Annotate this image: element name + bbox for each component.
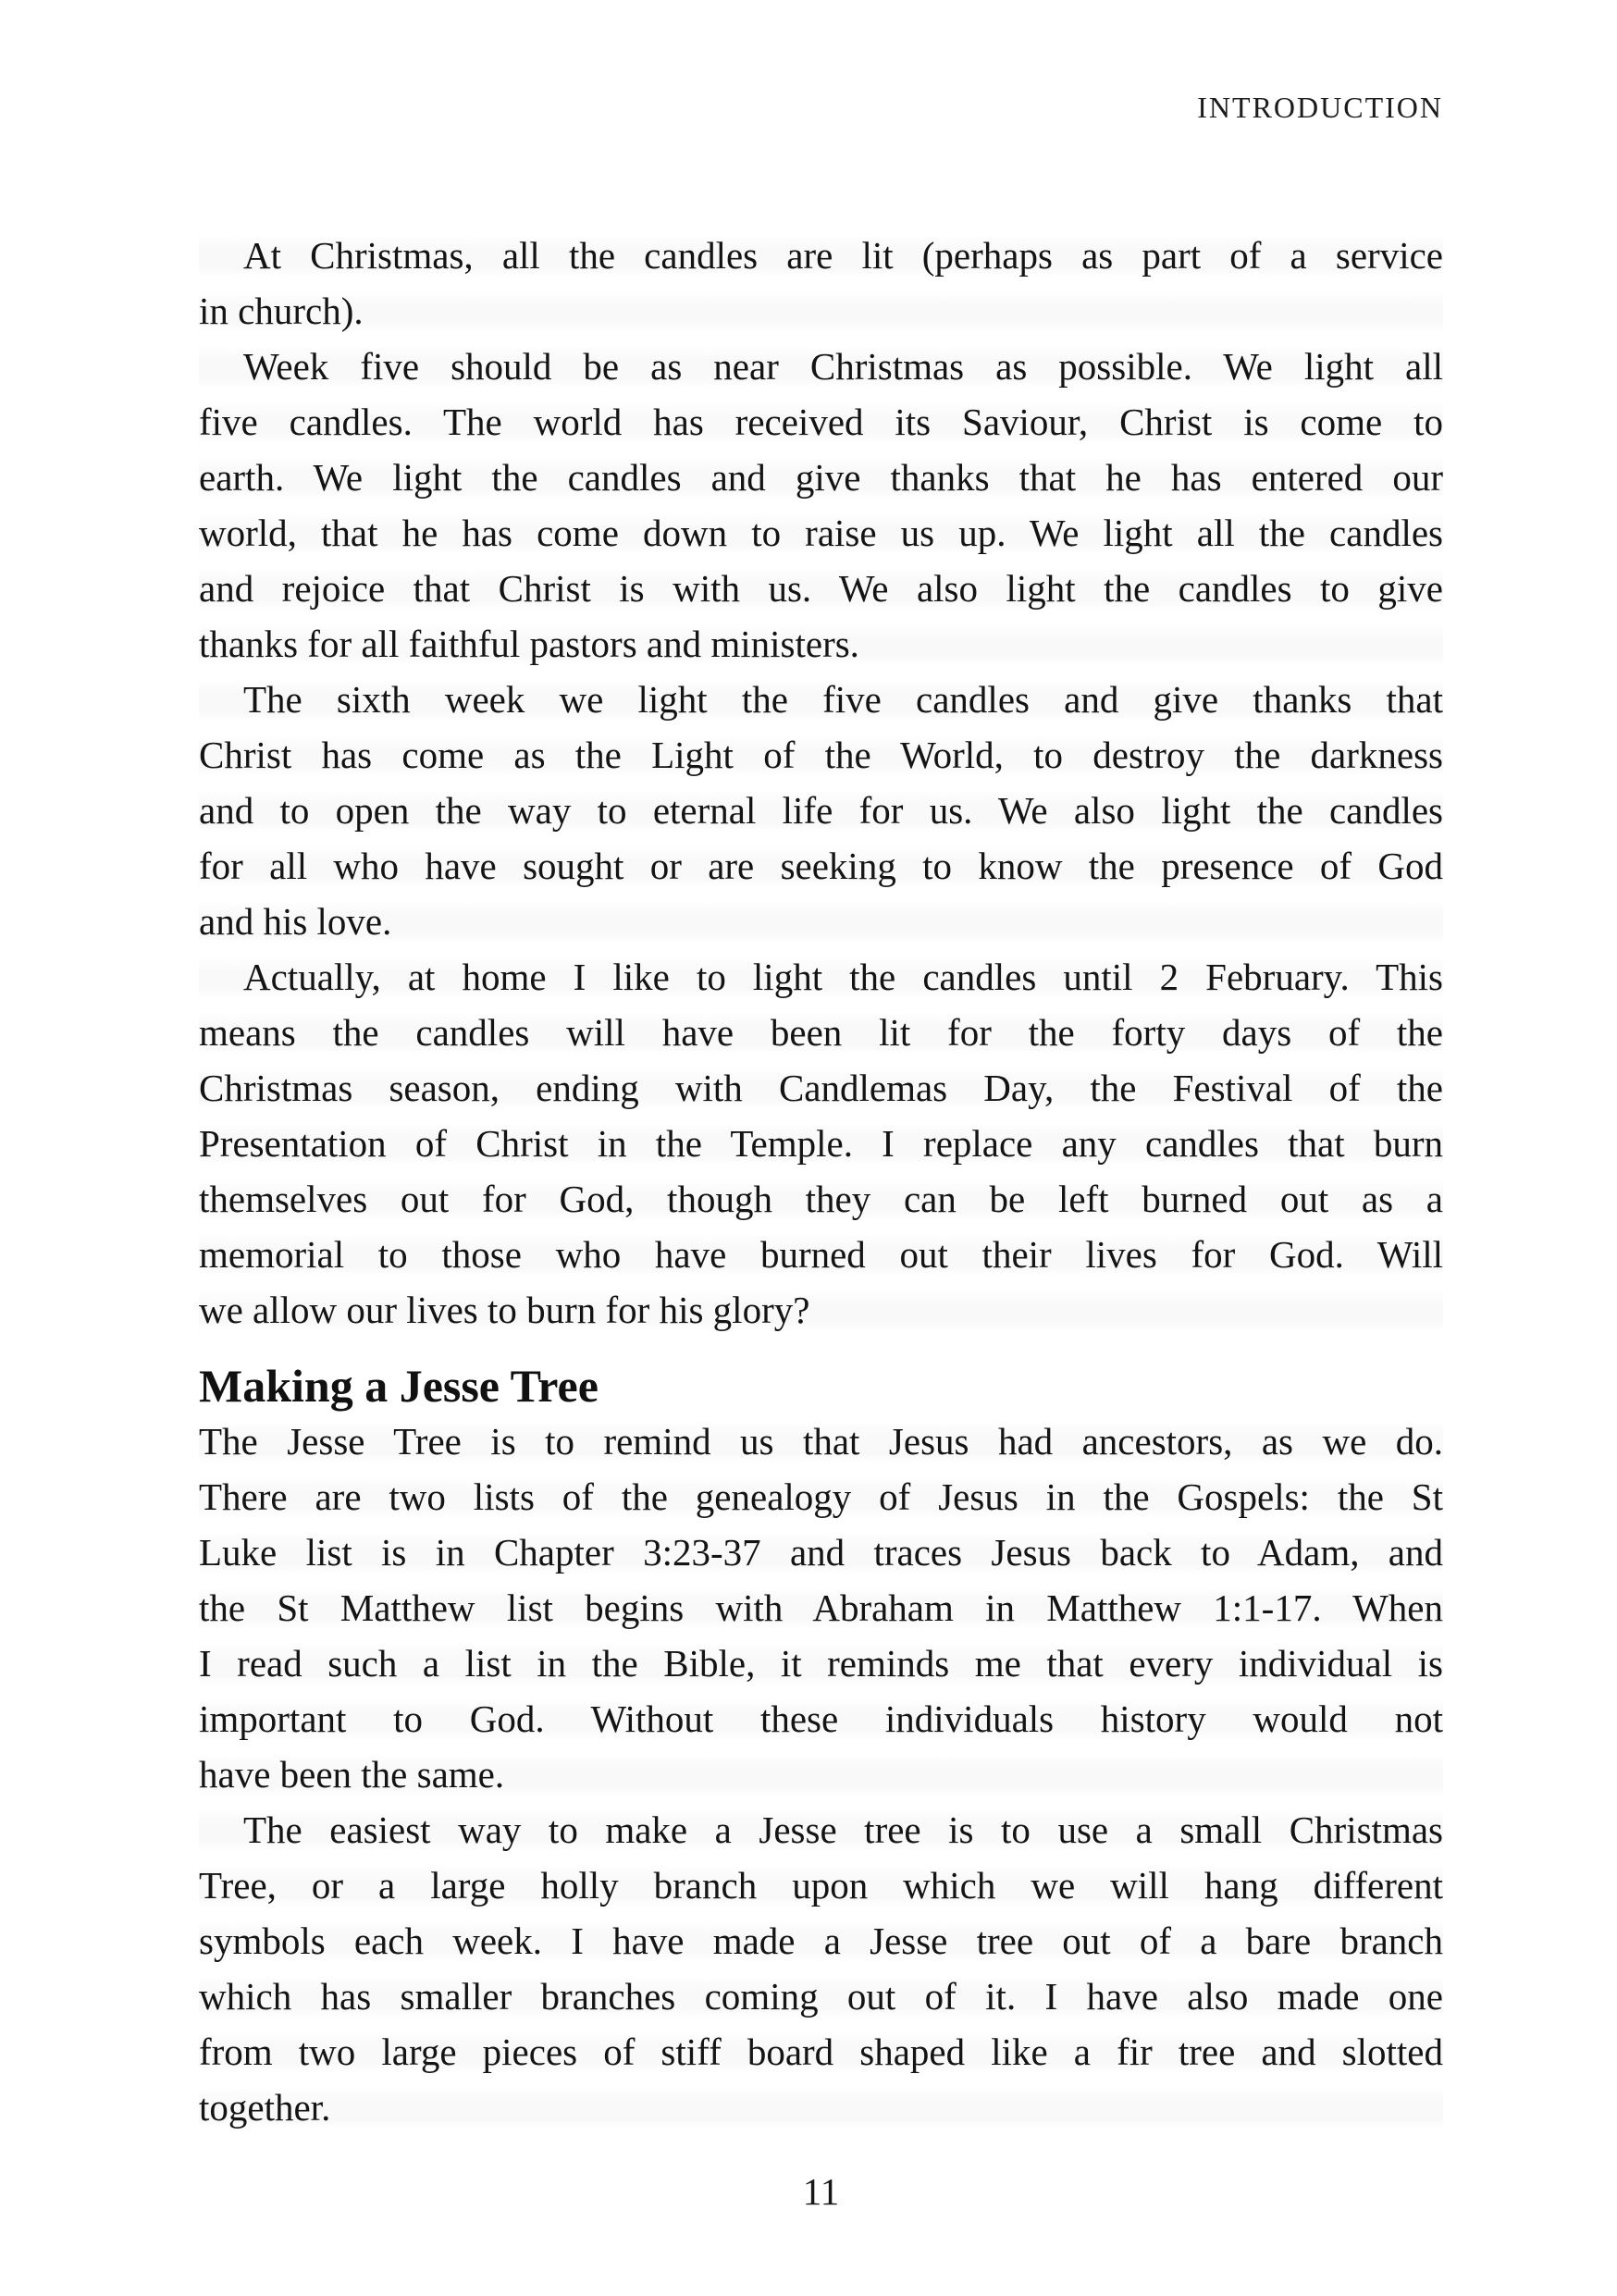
- paragraph: [199, 672, 1443, 949]
- paragraph: [199, 1802, 1443, 2135]
- text-line: and to open the way to eternal life for us. We also light the candles: [199, 783, 1443, 838]
- text-line: five candles. The world has received its Saviour, Christ is come to: [199, 394, 1443, 450]
- text-line: Luke list is in Chapter 3:23-37 and traces Jesus back to Adam, and: [199, 1524, 1443, 1580]
- text-line: thanks for all faithful pastors and ministers.: [199, 616, 1443, 672]
- text-line: important to God. Without these individuals history would not: [199, 1691, 1443, 1747]
- text-line: we allow our lives to burn for his glory?: [199, 1282, 1443, 1338]
- text-line: have been the same.: [199, 1747, 1443, 1802]
- body-text-block: [199, 228, 1443, 2135]
- text-line: Tree, or a large holly branch upon which we will hang different: [199, 1858, 1443, 1913]
- text-line: earth. We light the candles and give thanks that he has entered our: [199, 450, 1443, 505]
- text-line: Christmas season, ending with Candlemas Day, the Festival of the: [199, 1060, 1443, 1116]
- text-line: means the candles will have been lit for the forty days of the: [199, 1005, 1443, 1060]
- text-line: and his love.: [199, 894, 1443, 949]
- text-line: which has smaller branches coming out of it. I have also made one: [199, 1969, 1443, 2024]
- text-line: world, that he has come down to raise us up. We light all the candles: [199, 505, 1443, 561]
- text-line: symbols each week. I have made a Jesse tree out of a bare branch: [199, 1913, 1443, 1969]
- text-line: There are two lists of the genealogy of Jesus in the Gospels: the St: [199, 1469, 1443, 1524]
- text-line: Christ has come as the Light of the World, to destroy the darkness: [199, 727, 1443, 783]
- text-line: themselves out for God, though they can be left burned out as a: [199, 1171, 1443, 1227]
- text-line: in church).: [199, 283, 1443, 339]
- running-header: INTRODUCTION: [1197, 91, 1443, 124]
- paragraph: [199, 228, 1443, 339]
- text-line: The easiest way to make a Jesse tree is to use a small Christmas: [199, 1802, 1443, 1858]
- paragraph: [199, 949, 1443, 1338]
- text-line: together.: [199, 2080, 1443, 2135]
- text-line: the St Matthew list begins with Abraham in Matthew 1:1-17. When: [199, 1580, 1443, 1636]
- text-line: At Christmas, all the candles are lit (perhaps as part of a service: [199, 228, 1443, 283]
- page-number: 11: [802, 2170, 840, 2213]
- text-line: Presentation of Christ in the Temple. I replace any candles that burn: [199, 1116, 1443, 1171]
- text-line: I read such a list in the Bible, it reminds me that every individual is: [199, 1636, 1443, 1691]
- text-line: from two large pieces of stiff board shaped like a fir tree and slotted: [199, 2024, 1443, 2080]
- paragraph: [199, 1413, 1443, 1802]
- paragraph: [199, 339, 1443, 672]
- text-line: The sixth week we light the five candles and give thanks that: [199, 672, 1443, 727]
- text-line: for all who have sought or are seeking to know the presence of God: [199, 838, 1443, 894]
- section-heading: Making a Jesse Tree: [199, 1360, 599, 1412]
- text-line: The Jesse Tree is to remind us that Jesus had ancestors, as we do.: [199, 1413, 1443, 1469]
- text-line: Actually, at home I like to light the candles until 2 February. This: [199, 949, 1443, 1005]
- text-line: memorial to those who have burned out their lives for God. Will: [199, 1227, 1443, 1282]
- text-line: and rejoice that Christ is with us. We also light the candles to give: [199, 561, 1443, 616]
- text-line: Week five should be as near Christmas as possible. We light all: [199, 339, 1443, 394]
